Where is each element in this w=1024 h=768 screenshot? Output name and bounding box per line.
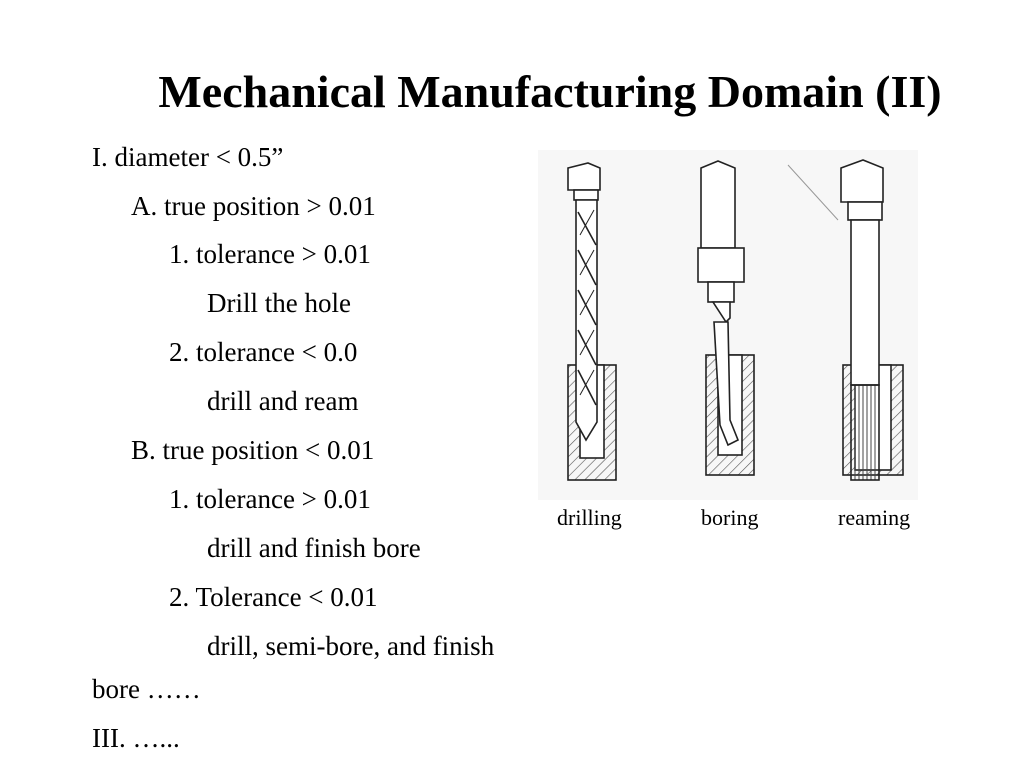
outline-item: 1. tolerance > 0.01 bbox=[169, 484, 371, 514]
outline-item: III. …... bbox=[92, 723, 180, 753]
machining-tools-illustration bbox=[538, 150, 918, 510]
outline-item: 1. tolerance > 0.01 bbox=[169, 239, 371, 269]
outline-item: 2. Tolerance < 0.01 bbox=[169, 582, 378, 612]
outline-item: Drill the hole bbox=[207, 288, 351, 318]
outline-item: 2. tolerance < 0.0 bbox=[169, 337, 358, 367]
outline-item: drill and finish bore bbox=[207, 533, 421, 563]
outline-item: I. diameter < 0.5” bbox=[92, 142, 284, 172]
outline-item: drill and ream bbox=[207, 386, 359, 416]
slide-title: Mechanical Manufacturing Domain (II) bbox=[158, 66, 942, 117]
caption-drilling: drilling bbox=[557, 505, 622, 530]
outline-item: B. true position < 0.01 bbox=[131, 435, 375, 465]
outline-item: bore …… bbox=[92, 674, 201, 704]
caption-boring: boring bbox=[701, 505, 759, 530]
outline-item: drill, semi-bore, and finish bbox=[207, 631, 495, 661]
caption-reaming: reaming bbox=[838, 505, 911, 530]
outline-item: A. true position > 0.01 bbox=[131, 191, 376, 221]
